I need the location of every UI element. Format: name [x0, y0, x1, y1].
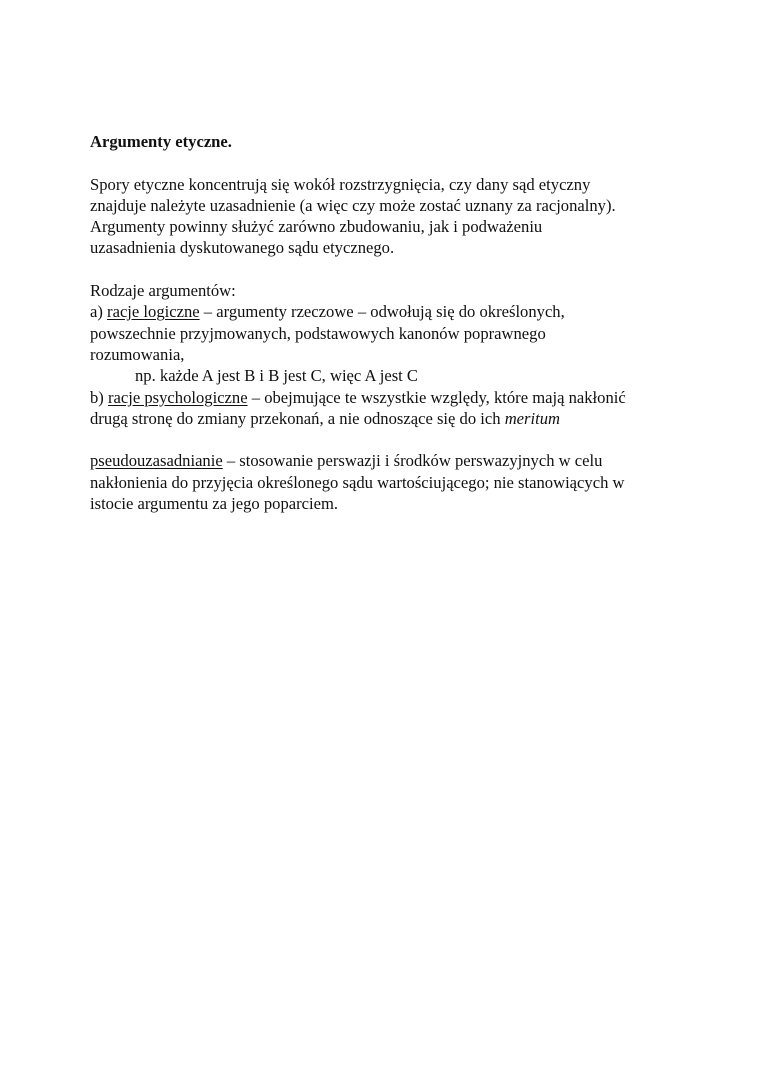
- pseudo-line-3: istocie argumentu za jego poparciem.: [90, 494, 339, 514]
- spacer: [90, 259, 690, 280]
- item-a-line-3: rozumowania,: [90, 344, 185, 364]
- item-a-rest: – argumenty rzeczowe – odwołują się do określonych,: [199, 302, 565, 322]
- item-b-line-2: [90, 408, 690, 429]
- intro-paragraph: [90, 174, 690, 259]
- pseudo-term: pseudouzasadnianie: [90, 451, 223, 471]
- intro-line-3: Argumenty powinny służyć zarówno zbudowaniu, jak i podważeniu: [90, 217, 543, 237]
- item-b-line-2-text: drugą stronę do zmiany przekonań, a nie odnoszące się do ich: [90, 408, 505, 428]
- pseudo-line-2: nakłonienia do przyjęcia określonego sądu wartościującego; nie stanowiących w: [90, 472, 625, 492]
- item-b-prefix: b): [90, 387, 108, 407]
- item-a-prefix: a): [90, 302, 108, 322]
- item-b-term: racje psychologiczne: [107, 387, 248, 407]
- intro-line-4: uzasadnienia dyskutowanego sądu etycznego.: [90, 238, 395, 258]
- intro-line-1: Spory etyczne koncentrują się wokół rozstrzygnięcia, czy dany sąd etyczny: [90, 174, 591, 194]
- pseudo-line-1: [90, 450, 690, 471]
- types-heading: Rodzaje argumentów:: [90, 281, 236, 301]
- item-b-line-1: [90, 387, 690, 408]
- intro-line-2: znajduje należyte uzasadnienie (a więc czy może zostać uznany za racjonalny).: [90, 195, 616, 215]
- spacer: [90, 152, 690, 173]
- item-b-meritum: meritum: [504, 408, 561, 428]
- item-b-rest: – obejmujące te wszystkie względy, które mają nakłonić: [247, 387, 626, 407]
- document-title: Argumenty etyczne.: [90, 132, 232, 151]
- item-a-example: np. każde A jest B i B jest C, więc A jest C: [135, 366, 418, 386]
- argument-types-section: [90, 280, 690, 429]
- item-a-line-2: powszechnie przyjmowanych, podstawowych kanonów poprawnego: [90, 323, 546, 343]
- item-a-line-1: [90, 301, 690, 322]
- pseudo-paragraph: [90, 450, 690, 514]
- document-page: [90, 131, 690, 514]
- item-a-term: racje logiczne: [107, 302, 200, 322]
- pseudo-rest: – stosowanie perswazji i środków perswazyjnych w celu: [222, 451, 603, 471]
- spacer: [90, 429, 690, 450]
